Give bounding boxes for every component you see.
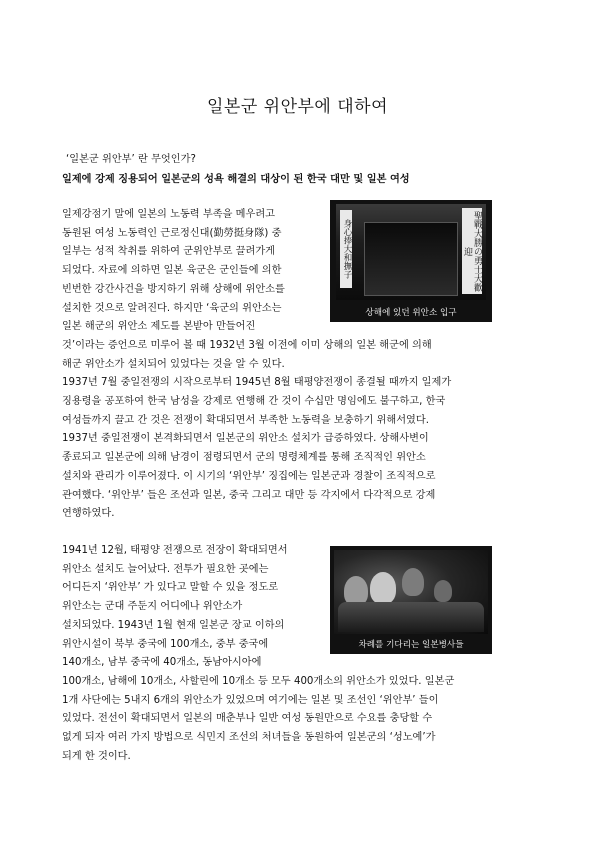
para2-line: 되게 한 것이다.: [62, 750, 131, 762]
para1-line: 되었다. 자료에 의하면 일본 육군은 군인들에 의한: [62, 265, 282, 277]
subtitle-bold: 일제에 강제 징용되어 일본군의 성욕 해결의 대상이 된 한국 대만 및 일본 여성: [62, 174, 410, 185]
para1-line: 1937년 중일전쟁이 본격화되면서 일본군의 위안소 설치가 급증하였다. 상해사변이: [62, 433, 429, 445]
doorway: [364, 222, 458, 296]
para2-line: 1개 사단에는 5내지 6개의 위안소가 있었으며 여기에는 일본 및 조선인 ‘위안부’ 들이: [62, 694, 439, 706]
para1-line: 종료되고 일본군에 의해 남경이 점령되면서 군의 명령체계를 통해 조직적인 위안소: [62, 452, 426, 464]
para1-line: 관여했다. ‘위안부’ 들은 조선과 일본, 중국 그리고 대만 등 각지에서 다각적으로 강제: [62, 489, 436, 501]
para2-line: 위안시설이 북부 중국에 100개소, 중부 중국에: [62, 638, 269, 650]
soldier-figure: [434, 580, 452, 602]
para2-line: 1941년 12월, 태평양 전쟁으로 전장이 확대되면서: [62, 545, 288, 556]
para1-line: 것’이라는 증언으로 미루어 볼 때 1932년 3월 이전에 이미 상해의 일본 해군에 의해: [62, 339, 432, 351]
para1-line: 일본 해군의 위안소 제도를 본받아 만들어진: [62, 321, 256, 333]
para1-line: 일부는 성적 착취를 위하여 군위안부로 끌려가게: [62, 246, 276, 258]
photo-comfort-station-entrance: [330, 200, 492, 322]
soldier-figure: [370, 572, 396, 604]
para2-line: 위안소 설치도 늘어났다. 전투가 필요한 곳에는: [62, 563, 269, 575]
para2-line: 설치되었다. 1943년 1월 현재 일본군 장교 이하의: [62, 619, 285, 631]
soldiers-bodies: [338, 602, 484, 632]
para1-line: 1937년 7월 중일전쟁의 시작으로부터 1945년 8월 태평양전쟁이 종결될 때까지 일제가: [62, 377, 452, 389]
para1-line: 빈번한 강간사건을 방지하기 위해 상해에 위안소를: [62, 283, 285, 295]
para1-line: 해군 위안소가 설치되어 있었다는 것을 알 수 있다.: [62, 358, 285, 370]
para1-line: 일제강점기 말에 일본의 노동력 부족을 메우려고: [62, 209, 276, 220]
para1-line: 연행하였다.: [62, 508, 115, 520]
para2-line: 없게 되자 여러 가지 방법으로 식민지 조선의 처녀들을 동원하여 일본군의 ‘성노예’가: [62, 732, 436, 743]
para2-line: 있었다. 전선이 확대되면서 일본의 매춘부나 일반 여성 동원만으로 수요를 충당할 수: [62, 713, 433, 725]
para1-line: 설치와 관리가 이루어졌다. 이 시기의 ‘위안부’ 징집에는 일본군과 경찰이 조직적으로: [62, 470, 436, 482]
sign-right: 聖戰大勝の勇士大歡迎: [462, 208, 482, 294]
para2-line: 어디든지 ‘위안부’ 가 있다고 말할 수 있을 정도로: [62, 582, 279, 594]
para1-line: 징용령을 공포하여 한국 남성을 강제로 연행해 간 것이 수십만 명임에도 불구하고, 한국: [62, 396, 446, 407]
para1-line: 동원된 여성 노동력인 근로정신대(勤勞挺身隊) 중: [62, 227, 282, 239]
soldier-figure: [402, 568, 424, 596]
page-title: 일본군 위안부에 대하여: [206, 97, 389, 117]
para1-line: 설치한 것으로 알려진다. 하지만 ‘육군의 위안소는: [62, 302, 282, 314]
para2-line: 140개소, 남부 중국에 40개소, 동남아시아에: [62, 657, 262, 669]
para1-line: 여성들까지 끌고 간 것은 전쟁이 확대되면서 부족한 노동력을 보충하기 위해서였다.: [62, 414, 429, 426]
para2-line: 100개소, 남해에 10개소, 사할린에 10개소 등 모두 400개소의 위안소가 있었다. 일본군: [62, 675, 455, 687]
photo-soldiers-waiting: [330, 546, 492, 654]
photo1-caption: 상해에 있던 위안소 입구: [365, 308, 457, 318]
subtitle-question: ‘일본군 위안부’ 란 무엇인가?: [66, 154, 196, 165]
para2-line: 위안소는 군대 주둔지 어디에나 위안소가: [62, 601, 243, 613]
sign-left: 身心捧大和撫子: [340, 210, 352, 288]
photo2-caption: 차례를 기다리는 일본병사들: [358, 640, 464, 650]
